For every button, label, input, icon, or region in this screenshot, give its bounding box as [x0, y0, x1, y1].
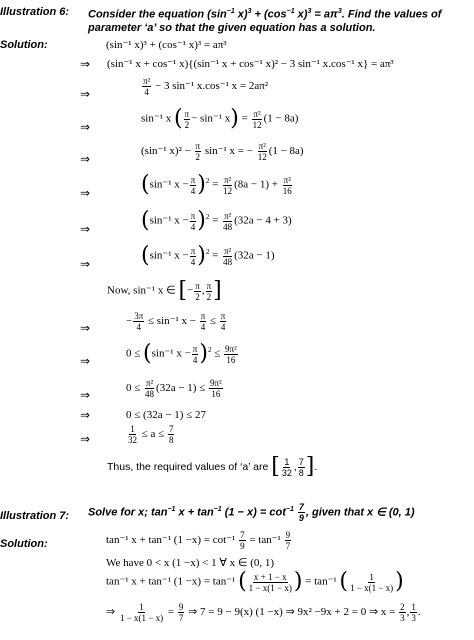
implies-icon: ⇒ [80, 257, 91, 271]
solution-6-step-5: (sin⁻¹ x − $\frac{\pi}{4}$ )$^2$ = $\frac{\text{π²}}{12}$ (8a − 1) + $\frac{\text{π²}}{16}$ [141, 172, 292, 197]
implies-icon: ⇒ [80, 432, 91, 446]
solution-6-step-12: $\frac{1}{32}$ ≤ a ≤ $\frac{7}{8}$ [128, 424, 174, 445]
solution-6-step-4: (sin⁻¹ x)² − $\frac{\pi}{2}$ sin⁻¹ x = − $\frac{\text{π²}}{12}$ (1 − 8a) [141, 141, 304, 162]
solution-6-step-2: $\frac{\text{π²}}{4}$ − 3 sin⁻¹ x.cos⁻¹ x = 2aπ² [143, 76, 269, 97]
solution-6-step-8: − $\frac{3\pi}{4}$ ≤ sin⁻¹ x − $\frac{\pi}{4}$ ≤ $\frac{\pi}{4}$ [126, 311, 226, 332]
solution-6-step-9: 0 ≤ (sin⁻¹ x − $\frac{\pi}{4}$ )$^2$ ≤ $\frac{\text{9π²}}{16}$ [126, 341, 237, 366]
implies-icon: ⇒ [80, 408, 91, 422]
illustration-6-statement-line2: parameter ‘a’ so that the given equation has a solution. [88, 22, 376, 34]
solution-7-label: Solution: [0, 538, 48, 550]
solution-6-step-6: (sin⁻¹ x − $\frac{\pi}{4}$ )$^2$ = $\frac{\text{π²}}{48}$ (32a − 4 + 3) [141, 208, 292, 233]
implies-icon: ⇒ [80, 222, 91, 236]
solution-6-step-0: (sin⁻¹ x)³ + (cos⁻¹ x)³ = aπ³ [106, 39, 227, 51]
implies-icon: ⇒ [80, 57, 91, 71]
solution-6-step-1: (sin⁻¹ x + cos⁻¹ x){(sin⁻¹ x + cos⁻¹ x)² − 3 sin⁻¹ x.cos⁻¹ x} = aπ³ [107, 58, 394, 70]
illustration-7-statement: Solve for x; $\tan^{-1} x + \tan^{-1} (1 - x) = \cot^{-1}$ $\frac{7}{9}$ , given that x ∈ (0, 1) [88, 502, 415, 523]
solution-6-step-7: (sin⁻¹ x − $\frac{\pi}{4}$ )$^2$ = $\frac{\text{π²}}{48}$ (32a − 1) [141, 243, 275, 268]
solution-7-step-3: tan⁻¹ x + tan⁻¹ (1 −x) = tan⁻¹ ( $\frac{x + 1 - x}{1 - x(1 - x)}$ ) = tan⁻¹ ( $\frac{1}{1 - x(1 - x)}$ ) [106, 569, 404, 594]
implies-icon: ⇒ [80, 354, 91, 368]
illustration-6-statement: Consider the equation ($\sin^{-1}$ $x)^3 + (\cos^{-1}$ $x)^3 = a\pi^3$. Find the values of [88, 8, 442, 21]
solution-6-conclusion: Thus, the required values of ‘a’ are [ $\frac{1}{32}$ , $\frac{7}{8}$ ]. [107, 454, 318, 479]
illustration-6-label: Illustration 6: [0, 6, 70, 18]
solution-6-label: Solution: [0, 39, 48, 51]
solution-7-step-2: We have 0 < x (1 −x) < 1 ∀ x ∈ (0, 1) [106, 557, 275, 569]
solution-7-step-4: ⇒ $\frac{1}{1 - x(1 - x)}$ = $\frac{9}{7}$ ⇒ 7 = 9 − 9(x) (1 −x) ⇒ 9x² −9x + 2 = 0 ⇒ x = $\frac{2}{3}$ , $\frac{1}{3}$ . [106, 602, 421, 623]
implies-icon: ⇒ [80, 152, 91, 166]
solution-6-step-11: 0 ≤ (32a − 1) ≤ 27 [126, 409, 206, 421]
solution-6-now: Now, sin⁻¹ x ∈ [− $\frac{\pi}{2}$ , $\frac{\pi}{2}$ ] [107, 278, 222, 303]
solution-6-step-3: sin⁻¹ x ( $\frac{\pi}{2}$ − sin⁻¹ x) = $\frac{\text{π²}}{12}$ (1 − 8a) [141, 106, 299, 131]
solution-6-step-10: 0 ≤ $\frac{\text{π²}}{48}$ (32a − 1) ≤ $\frac{\text{9π²}}{16}$ [126, 378, 222, 399]
implies-icon: ⇒ [80, 87, 91, 101]
implies-icon: ⇒ [80, 388, 91, 402]
illustration-7-label: Illustration 7: [0, 510, 70, 522]
implies-icon: ⇒ [80, 120, 91, 134]
solution-7-step-1: tan⁻¹ x + tan⁻¹ (1 −x) = cot⁻¹ $\frac{7}{9}$ = tan⁻¹ $\frac{9}{7}$ [106, 530, 291, 551]
implies-icon: ⇒ [80, 186, 91, 200]
implies-icon: ⇒ [80, 321, 91, 335]
